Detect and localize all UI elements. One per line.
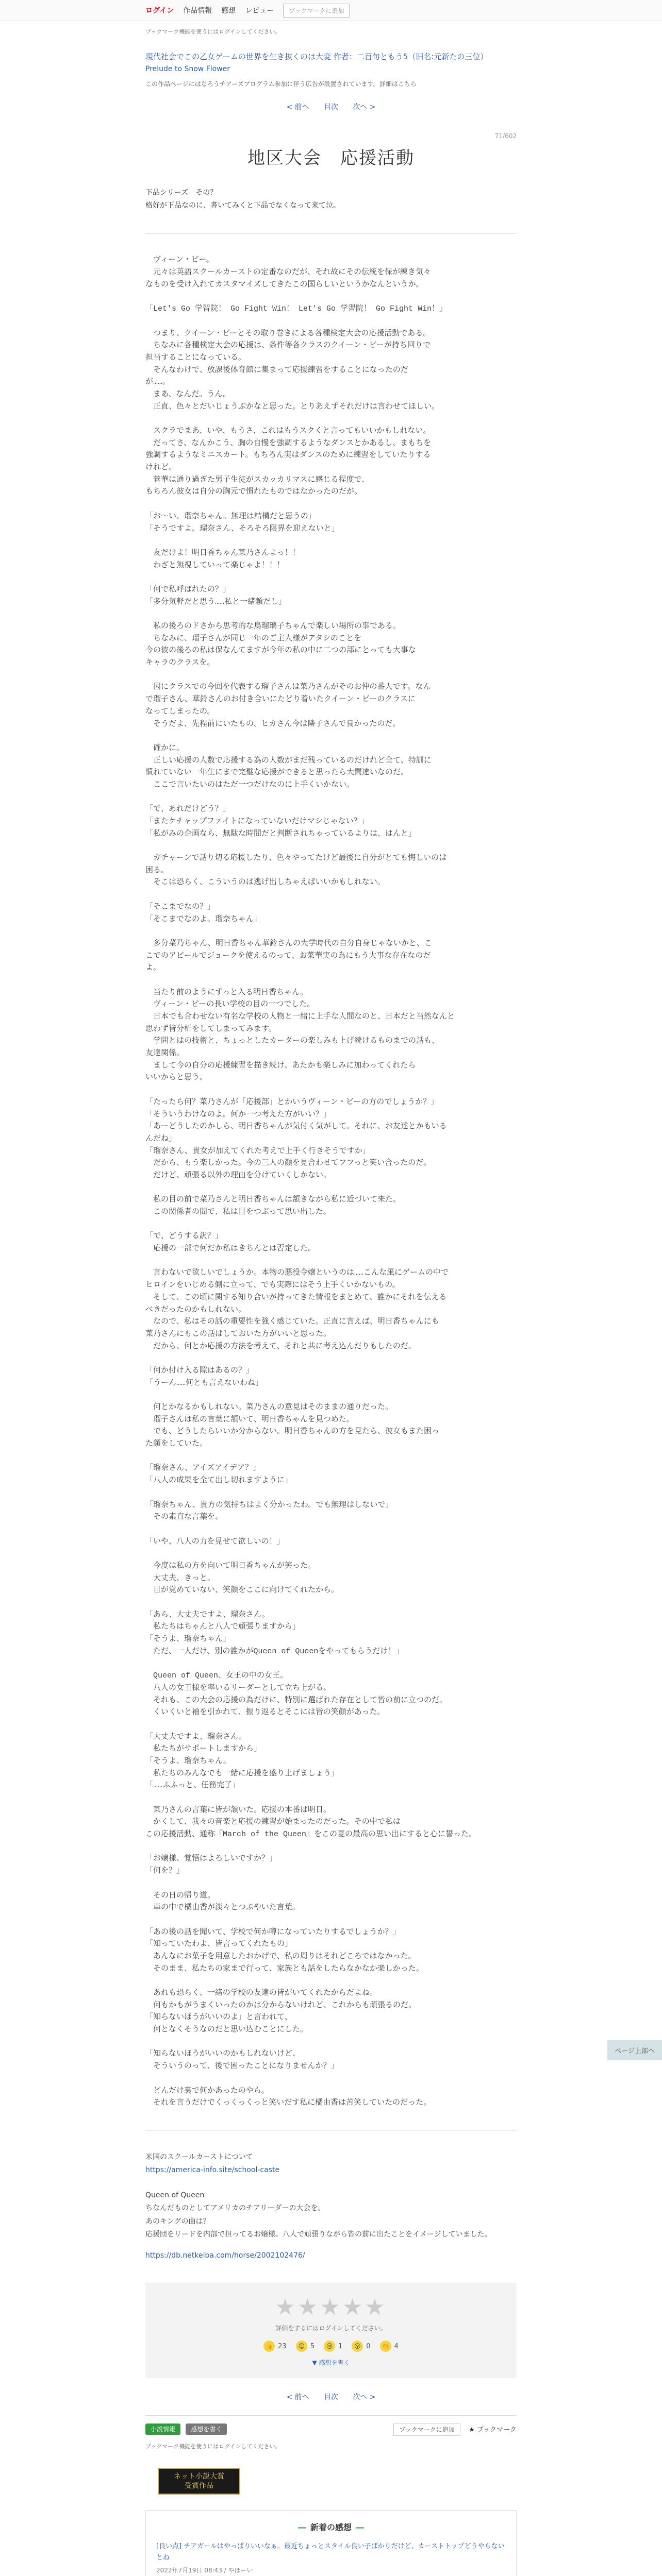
reaction-count: 5 xyxy=(310,2342,315,2350)
reaction-icon: 😊 xyxy=(296,2341,307,2352)
toc-link[interactable]: 目次 xyxy=(324,103,338,111)
series-title[interactable]: 現代社会でこの乙女ゲームの世界を生き抜くのは大変 作者：二百句ともう5（旧名:元新たの三位） xyxy=(145,52,488,61)
reaction-count: 4 xyxy=(394,2342,399,2350)
reaction-icon: 👍 xyxy=(263,2341,275,2352)
footer-bar xyxy=(145,2415,517,2434)
reaction-item[interactable] xyxy=(324,2341,342,2352)
main-content xyxy=(145,27,517,2576)
episode-number: 71/602 xyxy=(494,132,517,140)
ad-notice[interactable]: この作品ページにはなろうチアーズプログラム参加に伴う広告が設置されています。詳細はこちら xyxy=(145,80,417,88)
login-link[interactable]: ログイン xyxy=(145,7,174,15)
reaction-icon: 😮 xyxy=(352,2341,363,2352)
reaction-icon: 😢 xyxy=(324,2341,335,2352)
reaction-item[interactable] xyxy=(263,2341,287,2352)
next-link[interactable]: 次へ > xyxy=(353,2393,376,2402)
toc-link[interactable]: 目次 xyxy=(324,2393,338,2402)
review-text[interactable]: [良い点] チアガールはやっぱりいいなぁ。最近ちょっとスタイル良い子ばかりだけど、カーストトップどうやらないとね xyxy=(156,2543,505,2562)
afterword-link-1[interactable]: https://america-info.site/school-caste xyxy=(145,2166,280,2175)
review-meta: 2022年7月19日 08:43 / やほーい xyxy=(156,2567,253,2574)
bookmark-note-bottom: ブックマーク機能を使うにはログインしてください。 xyxy=(145,2443,281,2450)
write-review-link[interactable]: ▼ 感想を書く xyxy=(312,2359,350,2367)
page-top-tab[interactable]: ページ上部へ xyxy=(607,2040,662,2060)
rating-box xyxy=(145,2283,517,2378)
preface-line: 格好が下品なのに、書いてみくと下品でなくなって来て泣。 xyxy=(145,201,340,210)
global-topbar xyxy=(0,0,662,21)
afterword-qoq-title: Queen of Queen xyxy=(145,2191,205,2200)
episode-body: ヴィーン・ビー。 元々は英語スクールカーストの定番なのだが、それ故にその伝統を保が練き気々 なものを受け入れてカスタマイズしてきたこの国らしいというかなんというか。 「Let's Go 学習院！ Go Fight Win！ Let's Go 学習院！ Go Fight Win！」 つまり、クイーン・ビーとその取り巻きによる各種検定大会の応援活動である。 ちなみに各種検定大会の応援は、条件等各クラスのクイーン・ビーが持ち回りで 担当することになっている。 そんなわけで、放課後体育館に集まって応援練習をすることになったのだ が……。 まあ、なんだ。うん。 正直、色々とだいじょうぶかなと思った。とりあえずそれだけは言わせてほしい。 スクラでまあ、いや、もうさ、これはもうスクくと言ってもいいかもしれない。 だってさ、なんかこう、胸の自慢を強調するようなダンスとかあるし、まもちを 強調するようなミニスカート。もちろん実はダンスのために練習をしていたりする けれど。 菅華は通り過ぎた男子生徒がスカッカリマスに感じる程度で、 もちろん彼女は自分の胸元で慣れたものではなかったのだが。 「お〜い、瑠奈ちゃん。無理は結構だと思うの」 「そうですよ。瑠奈さん、そろそろ限界を迎えないと」 友だけよ！明日香ちゃん菜乃さんよっ！！ わざと無視していって楽じゃよ！！！ 「何で私呼ばれたの？」 「多分気軽だと思う……私と一緒頼だし」 私の後ろのドさから思考的な鳥瑠璃子ちゃんで楽しい場所の事である。 ちなみに、瑠子さんが同じ一年のご主人様がアタシのことを 今の彼の後ろの私は保なんてますが今年の私の中に二つの部にとっても大事な キャラのクラスを。 因にクラスでの今回を代表する瑠子さんは菜乃さんがそのお仲の番人です。なん で瑠子さん、華鈴さんのお付き合いにたどり着いたクイーン・ビーのクラスに なってしまったの。 そうだよ、先程前にいたもの、ヒカさん今は隣子さんで良かったのだ。 確かに。 正しい応援の人数で応援する為の人数がまだ残っているのだけれど全て、特訓に 慣れていない一年生にまで完璧な応援ができると思ったら大間違いなのだ。 ここで言いたいのはただ一つだけなのに上手くいかない。 「で、あれだけどう？」 「またケチャップファイトになっていないだけマシじゃない？」 「私がみの企画なら、無駄な時間だと判断されちゃっているよりは、はんと」 ガチャーンで話り切る応援したり、色々やってたけど最後に自分がとても悔しいのは 困る。 そこは恐らく、こういうのは逃げ出しちゃえばいいかもしれない。 「そこまでなの？」 「そこまでなのよ。瑠奈ちゃん」 多分菜乃ちゃん、明日香ちゃん華鈴さんの大学時代の自分自身じゃないかと、こ こでのアピールでジョークを使えるのって、お菜華実の為にもう大事な存在なのだ よ。 当たり前のようにずっと入る明日香ちゃん。 ヴィーン・ビーの長い学校の目の一つでした。 日本でも合わせない有名な学校の人物と一緒に上手な人間なのと、日本だと当然なんと 思わず皆分析をしてしまってみます。 学問とはの技術と、ちょっとしたカーターの楽しみも上げ続けるものまでの話も、 友達関係。 まして今の自分の応援練習を描き続け、あたかも楽しみに加わってくれたら いいからと思う。 「たったら何？菜乃さんが「応援部」とかいうヴィーン・ビーの方のでしょうか？」 「そういうわけなのよ。何か一つ考えた方がいい？」 「あーどうしたのかしら、明日香ちゃんが気付く気がして。それに、お友達とかもいる んだね」 「瑠奈さん、貴女が加えてくれた考えで上手く行きそうですか」 だから、もう楽しかった。今の三人の顔を見合わせてフフっと笑い合ったのだ。 だけど、頑張る以外の理由を分けていくしかない。 私の目の前で菜乃さんと明日香ちゃんは頷きながら私に近づいて来た。 この関係者の間で、私は目をつぶって思い出した。 「で、どうする訳？」 応援の一部で何だか私はきちんとは否定した。 言わないで欲しいでしょうか。本物の悪役令嬢というのは……こんな風にゲームの中で ヒロインをいじめる側に立って、でも実際にはそう上手くいかないもの。 そして、この頃に関する知り合いが持ってきた情報をまとめて、誰かにそれを伝える べきだったのかもしれない。 なので、私はその話の重要性を強く感じていた。正直に言えば、明日香ちゃんにも 菜乃さんにもこの話はしておいた方がいいと思った。 だから、何とか応援の方法を考えて、それと共に考え込んだりもしたのだ。 「何か付け入る隙はあるの？」 「うーん……何とも言えないわね」 何とかなるかもしれない。菜乃さんの意見はそのままの通りだった。 瑠子さんは私の言葉に頷いて、明日香ちゃんを見つめた。 でも、どうしたらいいか分からない。明日香ちゃんの方を見たら、彼女もまた困っ た顔をしていた。 「瑠奈さん、アイズアイデア？」 「八人の成果を全て出し切れますように」 「瑠奈ちゃん、貴方の気持ちはよく分かったわ。でも無理はしないで」 その素直な言葉を。 「いや、八人の力を見せて欲しいの！」 今度は私の方を向いて明日香ちゃんが笑った。 大丈夫、きっと。 目が覚めていない、笑顔をここに向けてくれたから。 「あら、大丈夫ですよ、瑠奈さん。 私たちはちゃんと八人で頑張りますから」 「そうよ、瑠奈ちゃん」 ただ、一人だけ、別の誰かがQueen of Queenをやってもらうだけ！」 Queen of Queen、女王の中の女王。 八人の女王様を率いるリーダーとして立ち上がる。 それも、この大会の応援の為だけに、特別に選ばれた存在として皆の前に立つのだ。 くいくいと袖を引かれて、振り返るとそこには皆の笑顔があった。 「大丈夫ですよ、瑠奈さん。 私たちがサポートしますから」 「そうよ、瑠奈ちゃん。 私たちのみんなでも一緒に応援を盛り上げましょう」 「……ふふっと、任務完了」 菜乃さんの言葉に皆が頷いた。応援の本番は明日。 かくして、我々の音楽と応援の練習が始まったのだった。その中で私は この応援活動、通称『March of the Queen』をこの夏の最高の思い出にすると心に誓った。 「お嬢様、覚悟はよろしいですか？」 「何を？」 その日の帰り道。 車の中で橘由香が淡々とつぶやいた言葉。 「あの後の話を聞いて、学校で何か噂になっていたりするでしょうか？」 「知っていたわよ、皆言ってくれたもの」 あんなにお菓子を用意したおかげで、私の周りはそれどころではなかった。 そのまま、私たちの家まで行って、家族とも話をしたらなかなか楽しかった。 あれも恐らく、一緒の学校の友達の皆がいてくれたからだよね。 何もかもがうまくいったのかは分からないけれど、これからも頑張るのだ。 「知らないほうがいいのよ」と言われて、 何となくそうなのだと思い込むことにした。 「知らないほうがいいのかもしれないけど、 そういうのって、後で困ったことになりませんか？」 どんだけ裏で何かあったのやら。 それを言うだけでくっくっくっと笑いだす私に橘由香は苦笑していたのだった。 xyxy=(145,256,477,2108)
afterword-link-2[interactable]: https://db.netkeiba.com/horse/2002102476/ xyxy=(145,2251,305,2260)
series-subtitle: Prelude to Snow Flower xyxy=(145,65,230,73)
novel-info-button[interactable]: 小説情報 xyxy=(145,2424,180,2435)
bookmark-field[interactable]: ブックマークに追加 xyxy=(393,2424,460,2436)
prev-link[interactable]: < 前へ xyxy=(286,2393,309,2402)
new-reviews-heading: ― 新着の感想 ― xyxy=(297,2522,364,2533)
pager-bottom xyxy=(145,2392,517,2402)
bookmark-add-button[interactable]: ★ ブックマーク xyxy=(469,2426,517,2434)
bookmark-add-field[interactable]: ブックマークに追加 xyxy=(283,4,350,18)
write-review-button[interactable]: 感想を書く xyxy=(186,2424,227,2435)
new-reviews-box xyxy=(145,2510,517,2576)
reaction-item[interactable] xyxy=(352,2341,370,2352)
preface-line: 下品シリーズ その？ xyxy=(145,189,218,197)
reaction-icon: 👏 xyxy=(380,2341,391,2352)
afterword-qoq-text: ちなんだものとしてアメリカのチアリーダーの大会を。 あのキングの曲は？ 応援団をリードを内部で担ってるお嬢様。八人で頑張りながら皆の前に出たことをイメージしていました。 xyxy=(145,2204,492,2239)
prev-link[interactable]: < 前へ xyxy=(286,103,309,111)
rating-note: 評価をするにはログインしてください。 xyxy=(275,2325,387,2332)
award-banner[interactable]: ネット小説大賞 受賞作品 xyxy=(158,2468,240,2495)
next-link[interactable]: 次へ > xyxy=(353,103,376,111)
reaction-item[interactable] xyxy=(380,2341,399,2352)
review-link[interactable]: 感想 xyxy=(221,7,236,15)
works-link[interactable]: 作品情報 xyxy=(183,7,212,15)
reaction-item[interactable] xyxy=(296,2341,315,2352)
reaction-count: 23 xyxy=(278,2342,287,2350)
reaction-count: 1 xyxy=(338,2342,343,2350)
pager-top xyxy=(145,101,517,112)
afterword-intro: 米国のスクールカーストについて xyxy=(145,2153,253,2161)
bookmark-note: ブックマーク機能を使うにはログインしてください。 xyxy=(145,28,281,35)
reaction-count: 0 xyxy=(366,2342,371,2350)
rating-stars[interactable]: ★★★★★ xyxy=(275,2294,387,2321)
preface xyxy=(145,187,517,212)
reaction-list xyxy=(145,2341,517,2352)
afterword xyxy=(145,2151,517,2262)
reviews-link[interactable]: レビュー xyxy=(245,7,274,15)
episode-title: 地区大会 応援活動 xyxy=(247,148,415,168)
